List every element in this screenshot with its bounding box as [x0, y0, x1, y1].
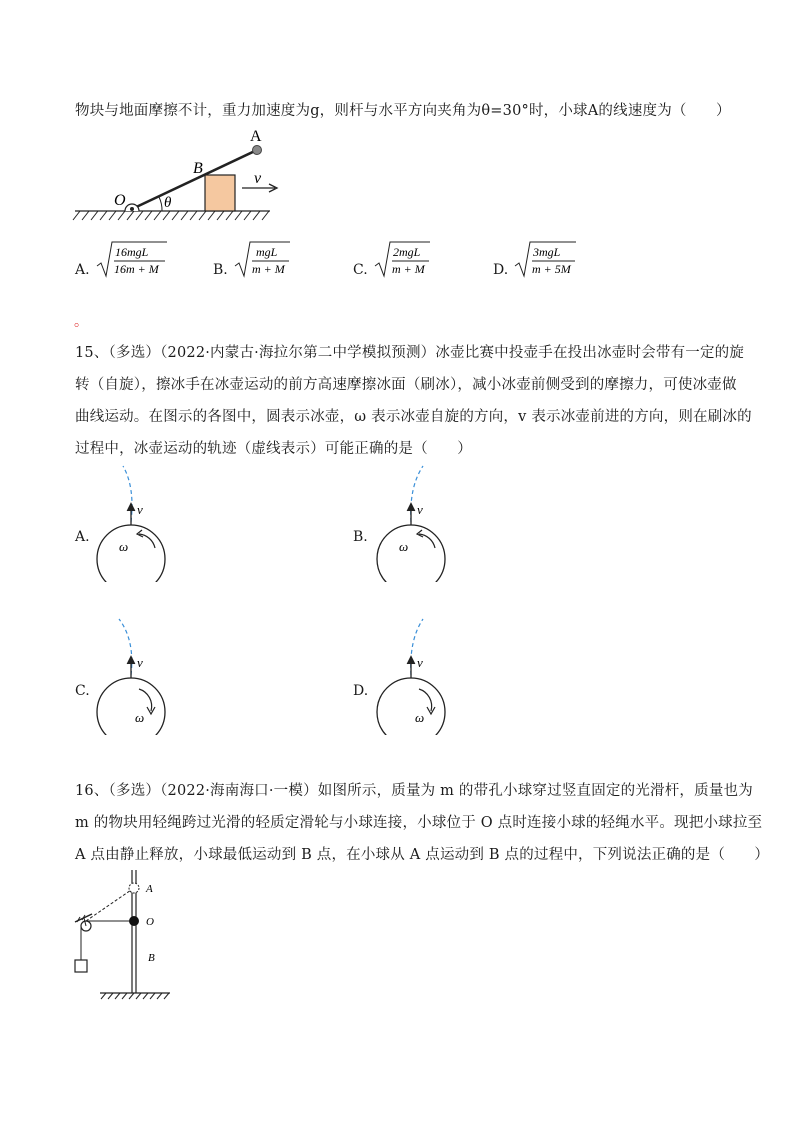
- svg-text:v: v: [137, 502, 143, 517]
- label-o: O: [114, 192, 126, 209]
- label-a: A: [146, 883, 153, 895]
- q15-stem-line-4: 过程中，冰壶运动的轨迹（虚线表示）可能正确的是（ ）: [75, 441, 472, 457]
- svg-text:16m + M: 16m + M: [114, 262, 159, 276]
- sqrt-fraction: [513, 240, 579, 280]
- sqrt-fraction: [373, 240, 433, 280]
- stray-mark: 。: [74, 314, 88, 330]
- q15-stem-line-3: 曲线运动。在图示的各图中，圆表示冰壶，ω 表示冰壶自旋的方向，v 表示冰壶前进的方向，则在刷冰的: [75, 409, 752, 425]
- svg-text:mgL: mgL: [256, 245, 278, 259]
- svg-text:ω: ω: [135, 710, 145, 725]
- curling-diagram: [375, 615, 455, 735]
- q14-stem-line: 物块与地面摩擦不计，重力加速度为g，则杆与水平方向夹角为θ=30°时，小球A的线速度为（ ）: [75, 103, 731, 119]
- label-v: v: [254, 170, 262, 187]
- svg-text:m + M: m + M: [252, 262, 285, 276]
- q16-stem-line-3: A 点由静止释放，小球最低运动到 B 点，在小球从 A 点运动到 B 点的过程中，下列说法正确的是（ ）: [75, 847, 770, 863]
- svg-text:v: v: [417, 502, 423, 517]
- curling-diagram: [375, 462, 455, 582]
- svg-text:ω: ω: [119, 539, 129, 554]
- option-letter: C.: [75, 683, 90, 699]
- q14-figure: [70, 125, 280, 225]
- option-letter: B.: [213, 262, 228, 278]
- option-letter: D.: [493, 262, 509, 278]
- svg-text:16mgL: 16mgL: [115, 245, 149, 259]
- label-o: O: [146, 916, 154, 928]
- sqrt-fraction: [95, 240, 170, 280]
- svg-text:ω: ω: [399, 539, 409, 554]
- option-letter: C.: [353, 262, 368, 278]
- curling-diagram: [95, 615, 175, 735]
- option-letter: D.: [353, 683, 369, 699]
- option-letter: A.: [75, 262, 90, 278]
- svg-text:m + M: m + M: [392, 262, 425, 276]
- q15-stem-line-1: 15、（多选）（2022·内蒙古·海拉尔第二中学模拟预测）冰壶比赛中投壶手在投出冰壶时会带有一定的旋: [75, 345, 745, 361]
- svg-text:ω: ω: [415, 710, 425, 725]
- svg-text:v: v: [417, 655, 423, 670]
- curling-diagram: [95, 462, 175, 582]
- svg-text:v: v: [137, 655, 143, 670]
- option-letter: B.: [353, 529, 368, 545]
- hanging-block: [75, 960, 87, 972]
- q15-stem-line-2: 转（自旋），擦冰手在冰壶运动的前方高速摩擦冰面（刷冰），减小冰壶前侧受到的摩擦力，可使冰壶做: [75, 377, 737, 393]
- svg-text:m + 5M: m + 5M: [532, 262, 571, 276]
- block: [205, 175, 235, 211]
- label-b: B: [148, 952, 155, 964]
- ball-a: [253, 146, 262, 155]
- svg-text:2mgL: 2mgL: [393, 245, 421, 259]
- label-a: A: [250, 128, 262, 145]
- q16-stem-line-1: 16、（多选）（2022·海南海口·一模）如图所示，质量为 m 的带孔小球穿过竖直固定的光滑杆，质量也为: [75, 783, 753, 799]
- label-theta: θ: [164, 195, 172, 211]
- option-letter: A.: [75, 529, 90, 545]
- q16-figure: [70, 870, 180, 1000]
- ball-a: [129, 883, 139, 893]
- svg-text:3mgL: 3mgL: [533, 245, 561, 259]
- q16-stem-line-2: m 的物块用轻绳跨过光滑的轻质定滑轮与小球连接，小球位于 O 点时连接小球的轻绳水平。现把小球拉至: [75, 815, 763, 831]
- ball-o: [129, 916, 139, 926]
- sqrt-fraction: [233, 240, 293, 280]
- rod: [132, 150, 257, 209]
- label-b: B: [193, 160, 203, 177]
